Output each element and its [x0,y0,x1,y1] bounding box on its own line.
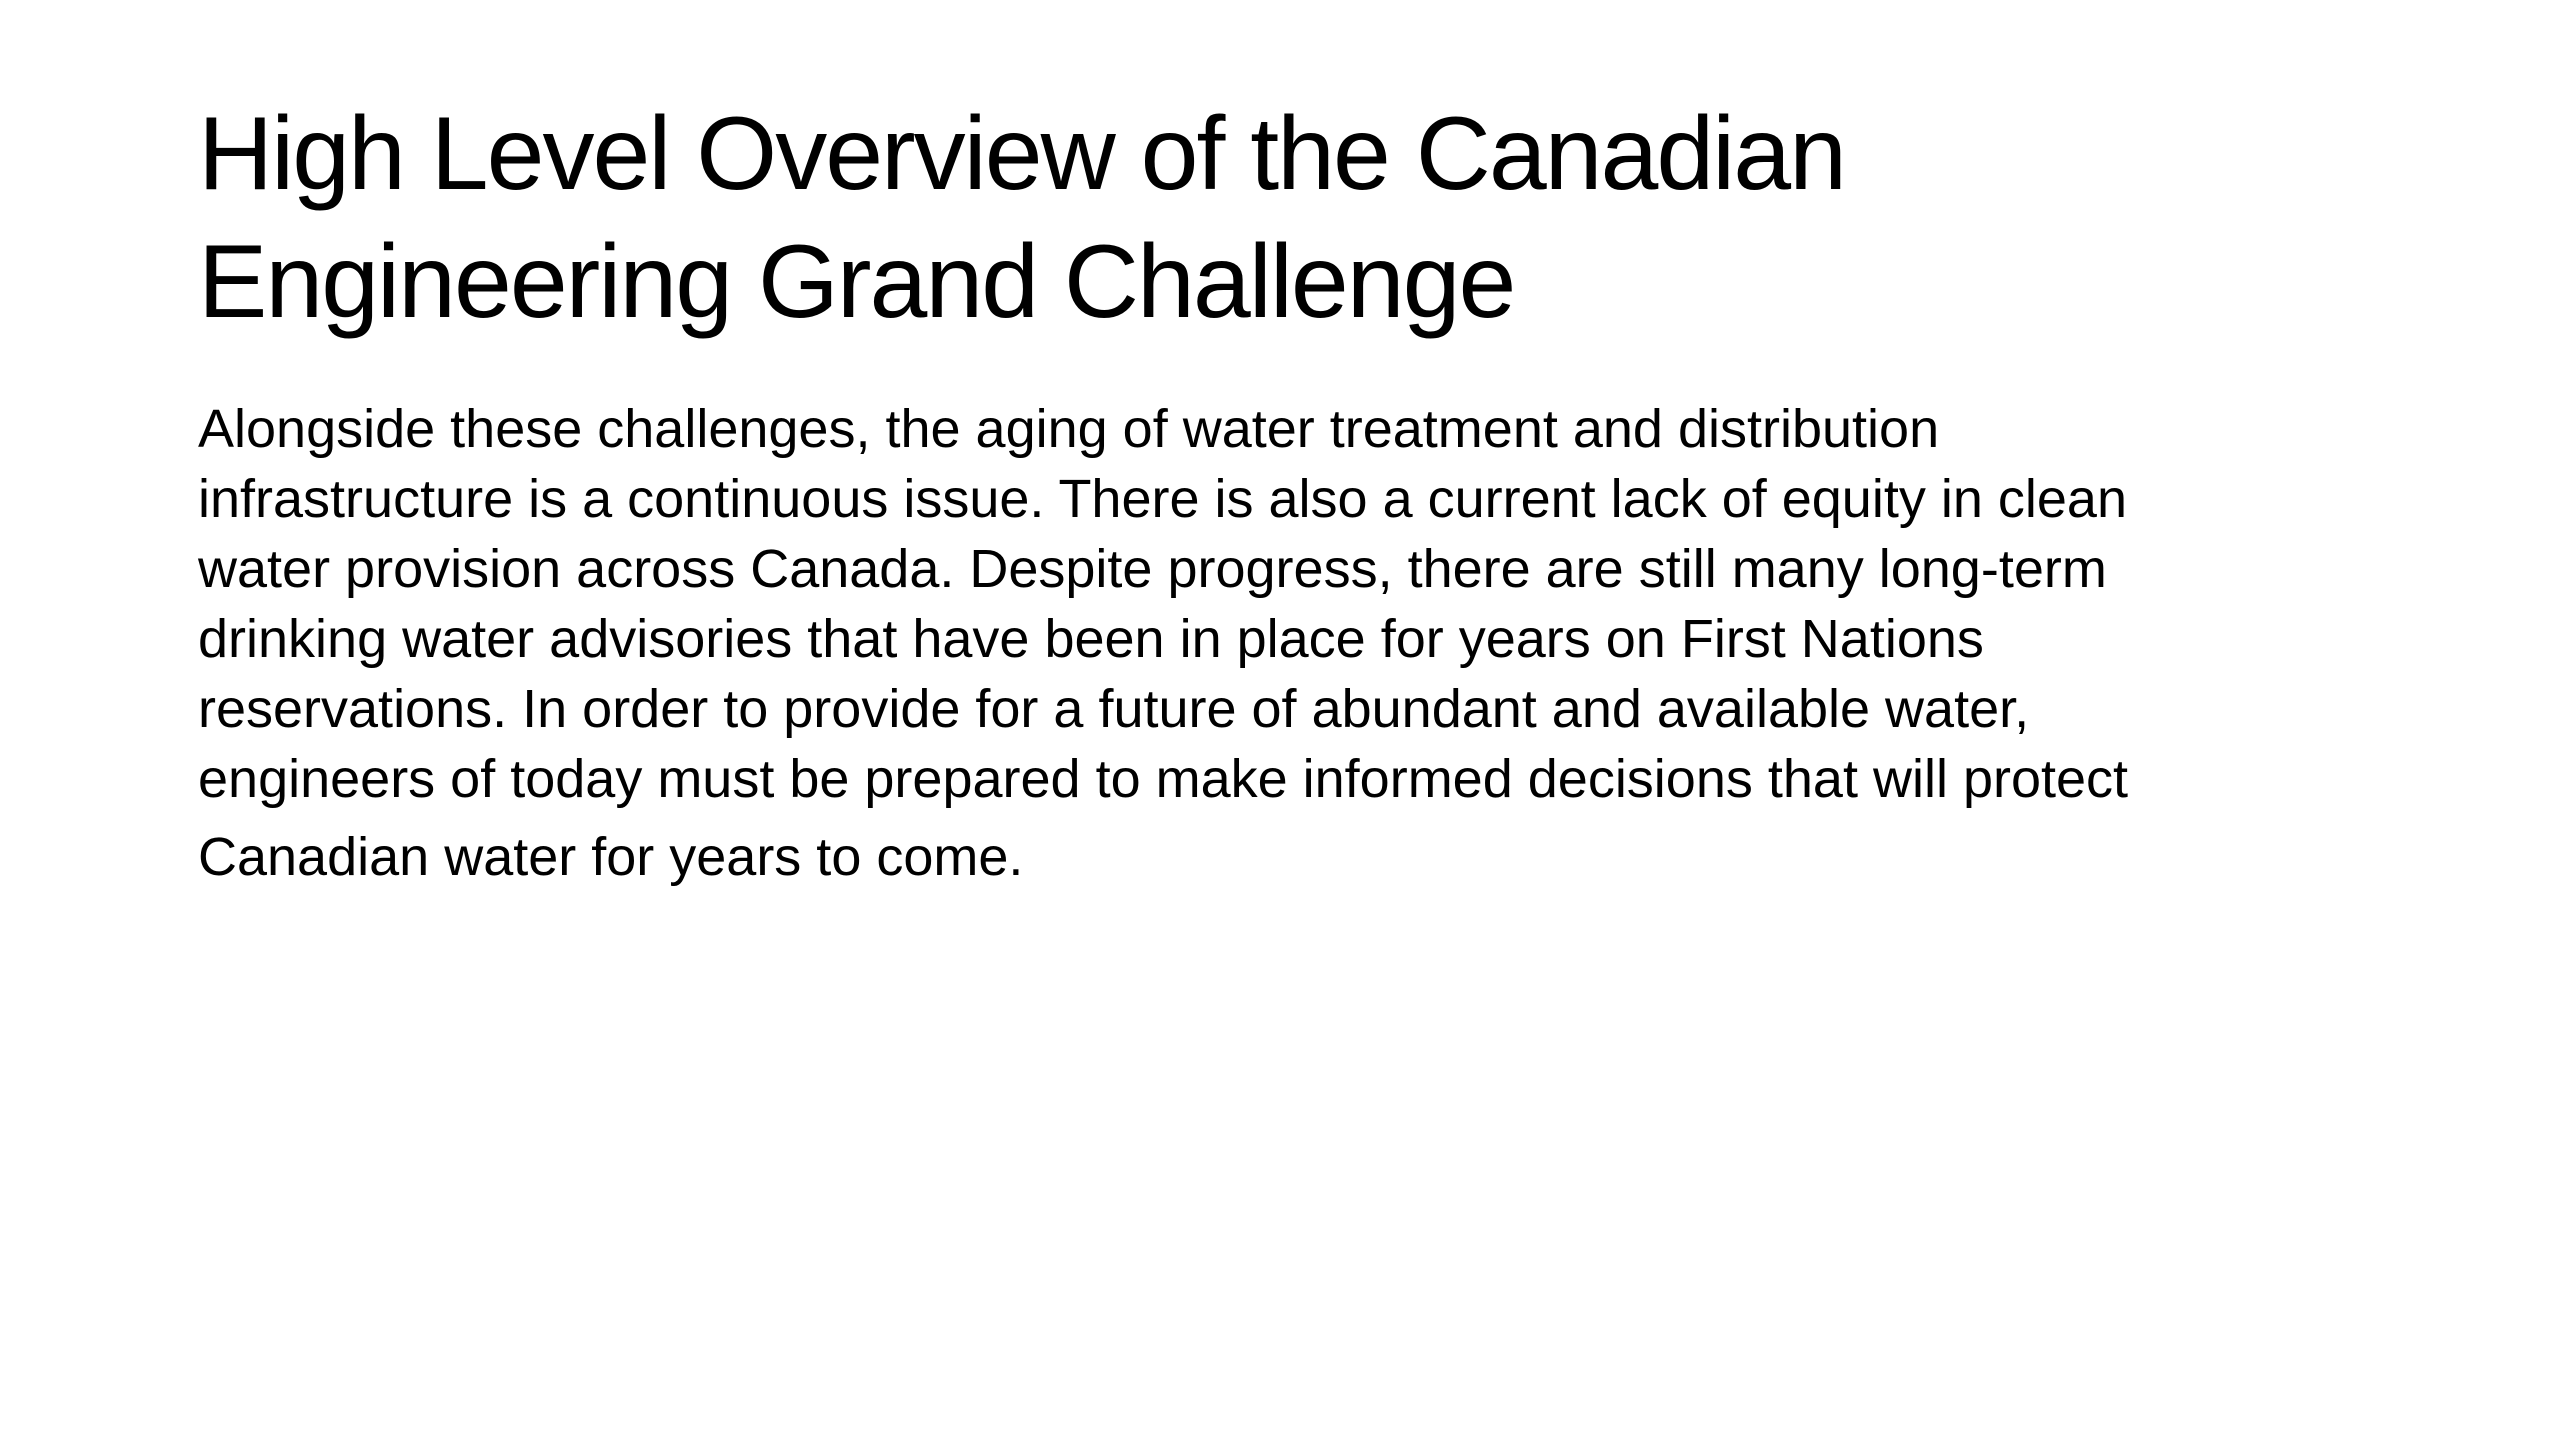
body-line-2: infrastructure is a continuous issue. There is also a current lack of equity in clean [198,469,2127,529]
body-line-7: Canadian water for years to come. [198,827,1024,887]
body-line-5: reservations. In order to provide for a future of abundant and available water, [198,679,2030,739]
body-line-3: water provision across Canada. Despite progress, there are still many long-term [198,539,2107,599]
slide-title [198,90,2398,346]
body-line-4: drinking water advisories that have been in place for years on First Nations [198,609,1984,669]
slide-title-line-2: Engineering Grand Challenge [198,224,1515,340]
body-line-1: Alongside these challenges, the aging of water treatment and distribution [198,399,1940,459]
body-line-6: engineers of today must be prepared to make informed decisions that will protect [198,749,2129,809]
slide-title-line-1: High Level Overview of the Canadian [198,96,1845,212]
slide-body-text [198,394,2458,892]
